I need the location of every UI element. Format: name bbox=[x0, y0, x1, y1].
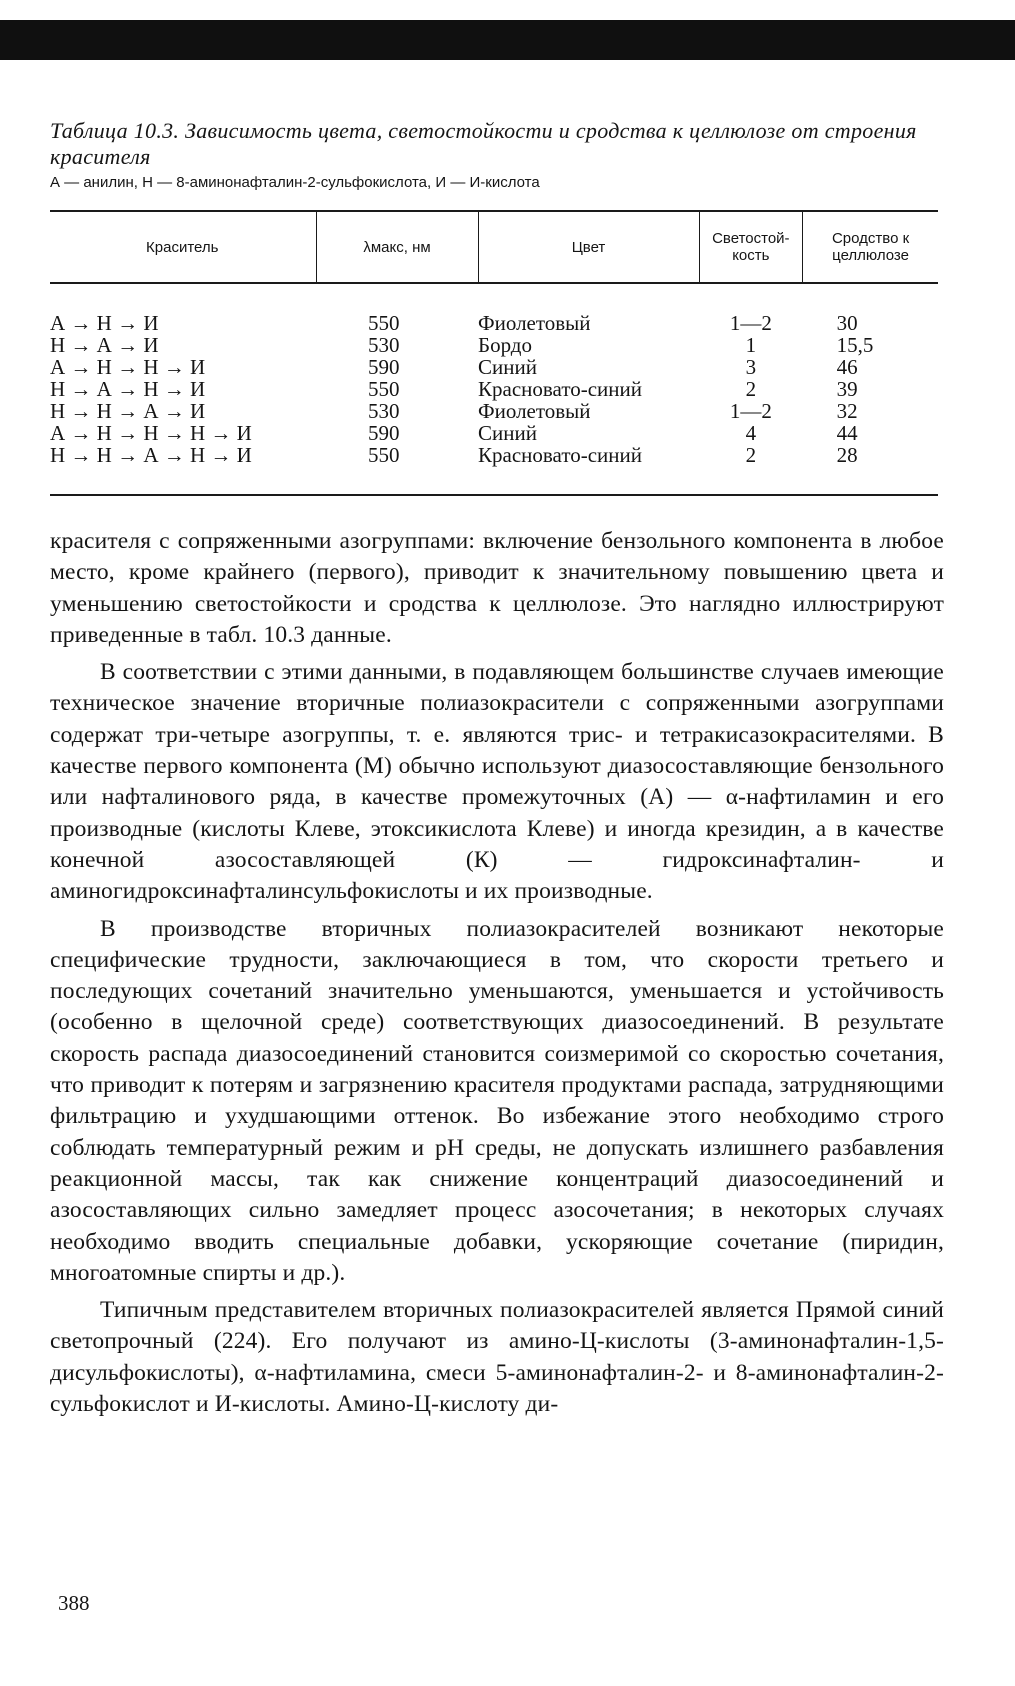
cell-affinity: 44 bbox=[836, 421, 858, 445]
cell-color: Фиолетовый bbox=[478, 311, 591, 335]
cell-lightfastness: 4 bbox=[745, 421, 757, 445]
cell-affinity: 28 bbox=[803, 444, 938, 495]
table-header-row bbox=[50, 211, 938, 283]
book-page bbox=[50, 118, 944, 1426]
cell-lightfastness: 2 bbox=[699, 444, 803, 495]
cell-lambda: 550 bbox=[368, 377, 400, 401]
cell-affinity: 30 bbox=[836, 311, 858, 335]
cell-lambda: 530 bbox=[368, 399, 400, 423]
header-dye: Краситель bbox=[50, 211, 316, 283]
cell-color: Красновато-синий bbox=[478, 377, 642, 401]
table-row bbox=[50, 283, 938, 334]
cell-affinity: 39 bbox=[836, 377, 858, 401]
table-row bbox=[50, 356, 938, 378]
cell-lambda: 550 bbox=[368, 311, 400, 335]
table-row bbox=[50, 400, 938, 422]
dye-properties-table bbox=[50, 210, 938, 496]
paragraph: В соответствии с этими данными, в подавляющем большинстве случаев имеющие техническое значение вторичные полиазокрасители с сопряженными азогруппами содержат три-четыре азогруппы, т. е. являются трис- и тетракисазокрасителями. В качестве первого компонента (М) обычно используют диазосоставляющие бензольного или нафталинового ряда, в качестве промежуточных (А) — α-нафтиламин и его производные (кислоты Клеве, этоксикислота Клеве) и иногда крезидин, а в качестве конечной азосоставляющей (К) — гидроксинафталин- и аминогидроксинафталинсульфокислоты и их производные. bbox=[50, 659, 944, 905]
cell-affinity: 46 bbox=[836, 355, 858, 379]
cell-affinity: 15,5 bbox=[836, 333, 874, 357]
table-row bbox=[50, 444, 938, 495]
table-row bbox=[50, 378, 938, 400]
table-row bbox=[50, 422, 938, 444]
header-affinity: Сродство к целлюлозе bbox=[803, 211, 938, 283]
cell-lightfastness: 1—2 bbox=[729, 311, 772, 335]
header-lightfastness: Светостой-кость bbox=[699, 211, 803, 283]
header-lambda: λмакс, нм bbox=[316, 211, 478, 283]
table-row bbox=[50, 334, 938, 356]
paragraph: красителя с сопряженными азогруппами: включение бензольного компонента в любое место, кроме крайнего (первого), приводит к значительному повышению цвета и уменьшению светостойкости и сродства к целлюлозе. Это наглядно иллюстрируют приведенные в табл. 10.3 данные. bbox=[50, 528, 944, 648]
cell-lambda: 590 bbox=[368, 421, 400, 445]
cell-dye: Н → А → Н → И bbox=[50, 377, 206, 401]
cell-color: Фиолетовый bbox=[478, 399, 591, 423]
cell-dye: Н → А → И bbox=[50, 333, 159, 357]
cell-lambda: 590 bbox=[368, 355, 400, 379]
cell-lambda: 550 bbox=[316, 444, 478, 495]
header-color: Цвет bbox=[478, 211, 699, 283]
cell-lightfastness: 1 bbox=[745, 333, 757, 357]
cell-lightfastness: 3 bbox=[745, 355, 757, 379]
body-text bbox=[50, 526, 944, 1420]
cell-lightfastness: 2 bbox=[745, 377, 757, 401]
cell-lightfastness: 1—2 bbox=[729, 399, 772, 423]
cell-dye: А → Н → Н → Н → И bbox=[50, 421, 252, 445]
cell-dye: А → Н → Н → И bbox=[50, 355, 206, 379]
cell-dye: Н → Н → А → И bbox=[50, 399, 206, 423]
cell-dye: А → Н → И bbox=[50, 311, 159, 335]
table-legend: А — анилин, Н — 8-аминонафталин-2-сульфокислота, И — И-кислота bbox=[50, 174, 540, 191]
cell-affinity: 32 bbox=[836, 399, 858, 423]
cell-color: Синий bbox=[478, 421, 537, 445]
cell-color: Красновато-синий bbox=[478, 444, 699, 495]
cell-color: Синий bbox=[478, 355, 537, 379]
cell-dye: Н → Н → А → Н → И bbox=[50, 444, 316, 495]
scan-top-edge bbox=[0, 20, 1015, 60]
paragraph: В производстве вторичных полиазокрасителей возникают некоторые специфические трудности, заключающиеся в том, что скорости третьего и последующих сочетаний значительно уменьшаются, уменьшается и устойчивость (особенно в щелочной среде) соответствующих диазосоединений. В результате скорость распада диазосоединений становится соизмеримой со скоростью сочетания, что приводит к потерям и загрязнению красителя продуктами распада, затрудняющими фильтрацию и ухудшающими оттенок. Во избежание этого необходимо строго соблюдать температурный режим и pH среды, не допускать излишнего разбавления реакционной массы, так как снижение концентраций диазосоединений и азосоставляющих сильно замедляет процесс азосочетания; в некоторых случаях необходимо вводить специальные добавки, ускоряющие сочетание (пиридин, многоатомные спирты и др.). bbox=[50, 915, 944, 1286]
paragraph: Типичным представителем вторичных полиазокрасителей является Прямой синий светопрочный (224). Его получают из амино-Ц-кислоты (3-аминонафталин-1,5-дисульфокислоты), α-нафтиламина, смеси 5-аминонафталин-2- и 8-аминонафталин-2-сульфокислот и И-кислоты. Амино-Ц-кислоту ди- bbox=[50, 1297, 944, 1418]
page-number: 388 bbox=[58, 1591, 90, 1615]
cell-color: Бордо bbox=[478, 333, 532, 357]
table-title: Таблица 10.3. Зависимость цвета, светостойкости и сродства к целлюлозе от строения красителя bbox=[50, 118, 917, 169]
cell-lambda: 530 bbox=[368, 333, 400, 357]
